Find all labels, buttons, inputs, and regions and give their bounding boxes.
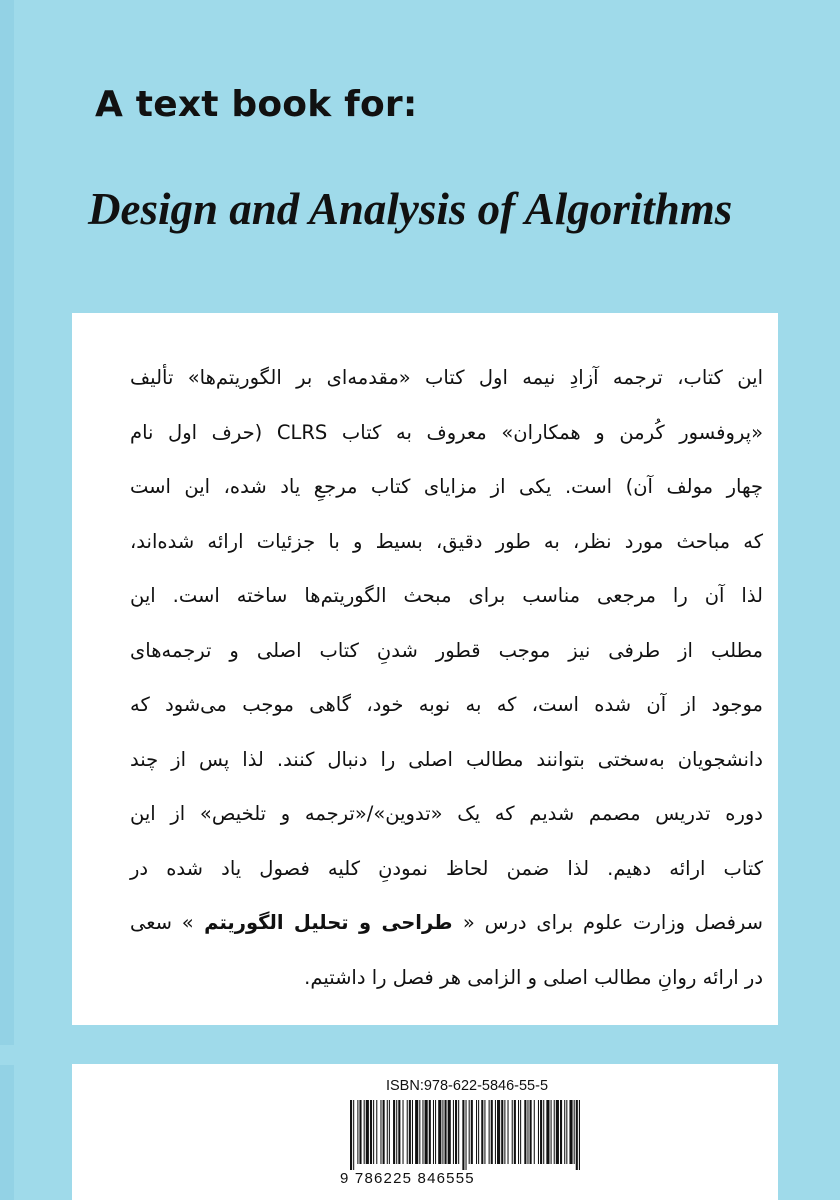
- barcode-bar: [501, 1100, 503, 1164]
- barcode-bar: [508, 1100, 509, 1164]
- barcode-bar: [403, 1100, 404, 1164]
- barcode-bar: [495, 1100, 496, 1164]
- barcode-image: [350, 1100, 580, 1170]
- barcode-bar: [560, 1100, 562, 1164]
- barcode-bar: [407, 1100, 408, 1164]
- description-line: دوره تدریس مصمم شدیم که یک «تدوین»/«ترجمه و تلخیص» از این: [130, 802, 763, 825]
- barcode-bar: [514, 1100, 516, 1164]
- barcode-bar: [524, 1100, 526, 1164]
- barcode-bar: [376, 1100, 377, 1164]
- barcode-bar: [425, 1100, 428, 1164]
- barcode-panel: [72, 1064, 778, 1200]
- description-panel: [72, 313, 778, 1025]
- barcode-bar: [491, 1100, 493, 1164]
- barcode-bar: [370, 1100, 372, 1164]
- barcode-bar: [373, 1100, 374, 1164]
- description-line: لذا آن را مرجعی مناسب برای مبحث الگوریتم‌ها ساخته است. این: [130, 584, 763, 607]
- barcode-bar: [429, 1100, 431, 1164]
- barcode-bar: [512, 1100, 513, 1164]
- barcode-bar: [476, 1100, 477, 1164]
- description-line: در ارائه روانِ مطالب اصلی و الزامی هر فصل را داشتیم.: [304, 965, 763, 989]
- barcode-bar: [554, 1100, 555, 1164]
- barcode-bar: [455, 1100, 457, 1164]
- barcode-bar: [445, 1100, 447, 1164]
- barcode-bar: [364, 1100, 365, 1164]
- barcode-bar: [574, 1100, 575, 1164]
- course-name: طراحی و تحلیل الگوریتم: [193, 911, 463, 934]
- barcode-bar: [419, 1100, 420, 1164]
- barcode-bar: [359, 1100, 361, 1164]
- barcode-bar: [387, 1100, 388, 1164]
- barcode-bar: [551, 1100, 552, 1164]
- barcode-bar: [433, 1100, 434, 1164]
- barcode-bar: [383, 1100, 385, 1164]
- barcode-bar: [564, 1100, 565, 1164]
- barcode-bar: [448, 1100, 451, 1164]
- barcode-digits: 9 786225 846555: [340, 1170, 475, 1187]
- cover-heading: A text book for:: [95, 84, 418, 125]
- barcode-bar: [556, 1100, 559, 1164]
- description-line: مطلب از طرفی نیز موجب قطور شدنِ کتاب اصلی و ترجمه‌های: [130, 638, 763, 662]
- barcode-bar: [576, 1100, 578, 1170]
- barcode-bar: [412, 1100, 413, 1164]
- barcode-bar: [481, 1100, 483, 1164]
- description-line: موجود از آن شده است، که به نوبه خود، گاهی موجب می‌شود که: [130, 693, 763, 716]
- barcode-bar: [546, 1100, 549, 1164]
- barcode-bar: [350, 1100, 352, 1170]
- barcode-bar: [579, 1100, 580, 1170]
- barcode-bar: [497, 1100, 500, 1164]
- barcode-bar: [520, 1100, 521, 1164]
- barcode-bar: [504, 1100, 505, 1164]
- cover-edge-strip: [0, 0, 14, 1200]
- barcode-bar: [415, 1100, 418, 1164]
- barcode-bar: [462, 1100, 464, 1170]
- barcode-bar: [366, 1100, 369, 1164]
- barcode-bar: [435, 1100, 436, 1164]
- barcode-bar: [398, 1100, 400, 1164]
- barcode-bar: [543, 1100, 544, 1164]
- barcode-bar: [518, 1100, 519, 1164]
- barcode-bar: [469, 1100, 470, 1164]
- barcode-bar: [396, 1100, 397, 1164]
- barcode-bar: [353, 1100, 354, 1170]
- barcode-bar: [566, 1100, 567, 1164]
- barcode-bar: [422, 1100, 423, 1164]
- barcode-bar: [393, 1100, 395, 1164]
- barcode-bar: [538, 1100, 539, 1164]
- barcode-bar: [489, 1100, 490, 1164]
- barcode-bar: [484, 1100, 485, 1164]
- description-line: دانشجویان به‌سختی بتوانند مطالب اصلی را دنبال کنند. لذا پس از چند: [130, 747, 763, 771]
- barcode-bar: [530, 1100, 532, 1164]
- barcode-bar: [527, 1100, 528, 1164]
- barcode-bar: [389, 1100, 390, 1164]
- description-line: این کتاب، ترجمه آزادِ نیمه اول کتاب «مقدمه‌ای بر الگوریتم‌ها» تألیف: [130, 366, 763, 389]
- barcode-bar: [380, 1100, 381, 1164]
- description-line: «پروفسور کُرمن و همکاران» معروف به کتاب CLRS (حرف اول نام: [130, 420, 763, 444]
- section-divider: [0, 1045, 840, 1065]
- line-text: سرفصل وزارت علوم برای درس «: [462, 911, 763, 934]
- barcode-bar: [466, 1100, 467, 1170]
- barcode-bar: [357, 1100, 358, 1164]
- barcode-bar: [534, 1100, 535, 1164]
- barcode-bar: [409, 1100, 411, 1164]
- barcode-bar: [540, 1100, 542, 1164]
- barcode-bar: [569, 1100, 572, 1164]
- description-line: کتاب ارائه دهیم. لذا ضمن لحاظ نمودنِ کلیه فصول یاد شده در: [130, 856, 763, 880]
- barcode-bar: [438, 1100, 441, 1164]
- book-title: Design and Analysis of Algorithms: [88, 184, 733, 234]
- description-line-course: [130, 896, 763, 951]
- isbn-label: ISBN:978-622-5846-55-5: [385, 1078, 549, 1094]
- barcode-bar: [453, 1100, 454, 1164]
- barcode-bar: [442, 1100, 443, 1164]
- barcode-bar: [458, 1100, 459, 1164]
- barcode-bar: [471, 1100, 473, 1164]
- description-line: که مباحث مورد نظر، به طور دقیق، بسیط و با جزئیات ارائه شده‌اند،: [130, 529, 763, 553]
- description-paragraph: [130, 351, 763, 1005]
- barcode-bar: [478, 1100, 479, 1164]
- description-line: چهار مولف آن) است. یکی از مزایای کتاب مرجعِ یاد شده، این است: [130, 475, 763, 498]
- line-text: » سعی: [130, 911, 194, 934]
